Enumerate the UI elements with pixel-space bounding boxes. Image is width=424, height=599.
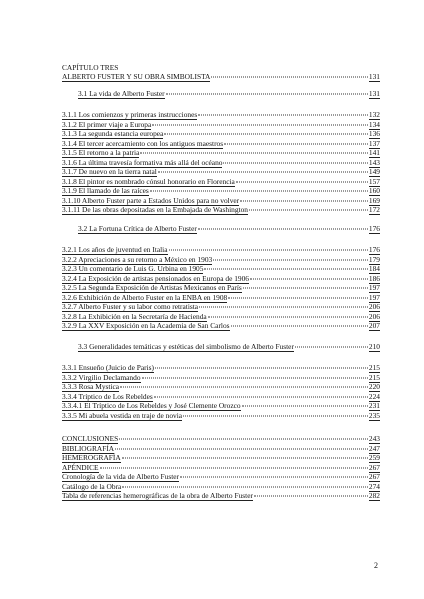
dot-leader <box>119 439 368 440</box>
toc-entry-title: 3.1.2 El primer viaje a Europa <box>62 119 152 129</box>
toc-entry-page: 220 <box>368 382 380 391</box>
dot-leader <box>158 172 368 173</box>
toc-item[interactable] <box>62 245 380 255</box>
toc-entry-page: 160 <box>368 186 380 195</box>
toc-entry-page: 259 <box>368 453 380 462</box>
dot-leader <box>152 124 368 125</box>
toc-entry-title: 3.1.4 El tercer acercamiento con los antiguos maestros <box>62 138 224 148</box>
dot-leader <box>228 297 368 298</box>
dot-leader <box>213 259 368 260</box>
toc-entry-page: 149 <box>368 167 380 176</box>
dot-leader <box>100 467 368 468</box>
toc-back-matter-item[interactable] <box>62 434 380 444</box>
dot-leader <box>242 406 368 407</box>
toc-back-matter-item[interactable] <box>62 463 380 473</box>
toc-entry-page: 215 <box>368 372 380 382</box>
toc-entry-page: 197 <box>368 283 380 292</box>
toc-item[interactable] <box>62 321 380 331</box>
toc-entry-page: 207 <box>368 321 380 330</box>
dot-leader <box>204 269 367 270</box>
toc-section-heading[interactable] <box>78 224 380 234</box>
toc-entry-title: 3.1.6 La última travesía formativa más allá del océano <box>62 157 223 167</box>
toc-entry-title: 3.2.2 Apreciaciones a su retorno a México en 1903 <box>62 254 213 264</box>
toc-entry-title: APÉNDICE <box>62 462 99 472</box>
toc-entry-title: Tabla de referencias hemerográficas de la obra de Alberto Fuster <box>62 491 253 500</box>
toc-section-heading[interactable] <box>78 342 380 352</box>
toc-entry-title: 3.1.11 De las obras depositadas en la Embajada de Washington <box>62 205 248 214</box>
toc-item[interactable] <box>62 205 380 215</box>
toc-entry-title: 3.2.6 Exhibición de Alberto Fuster en la ENBA en 1908 <box>62 292 228 302</box>
dot-leader <box>243 288 368 289</box>
toc-entry-page: 157 <box>368 176 380 186</box>
toc-item[interactable] <box>62 167 380 177</box>
toc-entry-page: 282 <box>368 491 380 500</box>
toc-entry-page: 247 <box>368 443 380 453</box>
toc-item[interactable] <box>62 382 380 392</box>
toc-entry-title: 3.2.7 Alberto Fuster y su labor como retratista <box>62 302 199 311</box>
toc-entry-page: 176 <box>368 245 380 254</box>
dot-leader <box>223 162 367 163</box>
toc-entry-title: BIBLIOGRAFÍA <box>62 443 115 453</box>
toc-entry-title: 3.3.1 Ensueño (Juicio de Paris) <box>62 363 154 372</box>
toc-item[interactable] <box>62 302 380 312</box>
toc-back-matter-item[interactable] <box>62 444 380 454</box>
dot-leader <box>122 486 368 487</box>
dot-leader <box>198 115 368 116</box>
toc-entry-page: 184 <box>368 264 380 273</box>
dot-leader <box>164 134 368 135</box>
dot-leader <box>295 347 368 348</box>
toc-item[interactable] <box>62 293 380 303</box>
dot-leader <box>231 326 368 327</box>
toc-entry-page: 210 <box>368 342 380 351</box>
dot-leader <box>140 153 368 154</box>
toc-entry-title: 3.3.4 Tríptico de Los Rebeldes <box>62 391 153 401</box>
dot-leader <box>208 316 368 317</box>
toc-chapter-title[interactable] <box>62 72 380 82</box>
toc-entry-page: 186 <box>368 273 380 283</box>
toc-entry-page: 235 <box>368 410 380 420</box>
toc-entry-page: 274 <box>368 481 380 491</box>
dot-leader <box>155 368 368 369</box>
toc-item[interactable] <box>62 255 380 265</box>
toc-item[interactable] <box>62 110 380 120</box>
toc-item[interactable] <box>62 264 380 274</box>
toc-item[interactable] <box>62 373 380 383</box>
toc-back-matter-item[interactable] <box>62 482 380 492</box>
toc-item[interactable] <box>62 363 380 373</box>
toc-entry-page: 267 <box>368 462 380 472</box>
toc-entry-title: 3.3 Generalidades temáticas y estéticas del simbolismo de Alberto Fuster <box>78 342 294 351</box>
toc-entry-title: 3.1.10 Alberto Fuster parte a Estados Unidos para no volver <box>62 195 240 205</box>
toc-entry-title: 3.3.3 Rosa Mystica <box>62 382 120 391</box>
toc-item[interactable] <box>62 401 380 411</box>
toc-entry-title: 3.2.9 La XXV Exposición en la Academia de San Carlos <box>62 321 230 330</box>
toc-back-matter-item[interactable] <box>62 453 380 463</box>
dot-leader <box>199 307 368 308</box>
toc-item[interactable] <box>62 411 380 421</box>
toc-entry-page: 224 <box>368 391 380 401</box>
toc-back-matter-item[interactable] <box>62 472 380 482</box>
dot-leader <box>240 200 368 201</box>
toc-entry-page: 136 <box>368 129 380 138</box>
toc-entry-title: ALBERTO FUSTER Y SU OBRA SIMBOLISTA <box>62 72 211 81</box>
toc-entry-title: 3.1.3 La segunda estancia europea <box>62 129 164 138</box>
toc-entry-title: Cronología de la vida de Alberto Fuster <box>62 472 179 481</box>
dot-leader <box>198 229 368 230</box>
dot-leader <box>224 143 368 144</box>
dot-leader <box>183 415 368 416</box>
toc-entry-title: 3.1.1 Los comienzos y primeras instrucciones <box>62 110 198 119</box>
toc-section-heading[interactable] <box>78 89 380 99</box>
dot-leader <box>249 210 368 211</box>
toc-item[interactable] <box>62 196 380 206</box>
toc-entry-page: 267 <box>368 472 380 481</box>
toc-entry-title: 3.2.1 Los años de juventud en Italia <box>62 245 168 254</box>
chapter-label: CAPÍTULO TRES <box>62 63 119 72</box>
toc-item[interactable] <box>62 129 380 139</box>
dot-leader <box>115 448 368 449</box>
toc-item[interactable] <box>62 283 380 293</box>
toc-entry-page: 197 <box>368 292 380 302</box>
toc-entry-page: 137 <box>368 138 380 148</box>
toc-back-matter-item[interactable] <box>62 491 380 501</box>
dot-leader <box>254 496 368 497</box>
toc-entry-title: 3.2.5 La Segunda Exposición de Artistas Mexicanos en París <box>62 283 242 292</box>
dot-leader <box>169 250 368 251</box>
toc-entry-page: 132 <box>368 110 380 119</box>
toc-item[interactable] <box>62 186 380 196</box>
toc-entry-title: 3.1.5 El retorno a la patria <box>62 148 140 157</box>
toc-entry-page: 206 <box>368 311 380 321</box>
toc-entry-title: 3.3.5 Mi abuela vestida en traje de novia <box>62 410 183 420</box>
toc-entry-page: 176 <box>368 224 380 233</box>
dot-leader <box>150 191 368 192</box>
toc-item[interactable] <box>62 392 380 402</box>
toc-entry-page: 206 <box>368 302 380 311</box>
dot-leader <box>122 458 368 459</box>
page-number: 2 <box>374 561 378 570</box>
toc-item[interactable] <box>62 158 380 168</box>
dot-leader <box>120 387 368 388</box>
toc-entry-title: 3.2.4 La Exposición de artistas pensionados en Europa de 1906 <box>62 273 249 283</box>
toc-entry-title: 3.3.2 Virgilio Declamando <box>62 372 141 382</box>
toc-entry-title: 3.2.8 La Exhibición en la Secretaría de Hacienda <box>62 311 207 321</box>
toc-entry-title: 3.1.7 De nuevo en la tierra natal <box>62 167 157 176</box>
toc-item[interactable] <box>62 148 380 158</box>
toc-entry-title: 3.1.8 El pintor es nombrado cónsul honorario en Florencia <box>62 176 235 186</box>
dot-leader <box>154 396 368 397</box>
dot-leader <box>142 377 368 378</box>
toc-entry-page: 215 <box>368 363 380 372</box>
toc-entry-page: 179 <box>368 254 380 264</box>
toc-item[interactable] <box>62 274 380 284</box>
toc-entry-title: 3.1 La vida de Alberto Fuster <box>78 89 165 98</box>
dot-leader <box>250 278 368 279</box>
toc-entry-page: 134 <box>368 119 380 129</box>
toc-entry-page: 243 <box>368 434 380 443</box>
toc-entry-page: 131 <box>368 72 380 81</box>
toc-entry-title: 3.2 La Fortuna Crítica de Alberto Fuster <box>78 224 197 233</box>
dot-leader <box>180 477 368 478</box>
toc-entry-title: 3.1.9 El llamado de las raíces <box>62 186 149 195</box>
dot-leader <box>211 77 368 78</box>
toc-entry-page: 169 <box>368 195 380 205</box>
toc-entry-page: 131 <box>368 89 380 98</box>
toc-entry-title: 3.2.3 Un comentario de Luis G. Urbina en 1905 <box>62 264 204 273</box>
toc-item[interactable] <box>62 177 380 187</box>
dot-leader <box>236 181 368 182</box>
toc-entry-page: 141 <box>368 148 380 157</box>
toc-item[interactable] <box>62 312 380 322</box>
toc-entry-page: 231 <box>368 401 380 410</box>
toc-entry-title: Catálogo de la Obra <box>62 481 122 491</box>
toc-entry-page: 143 <box>368 157 380 167</box>
toc-entry-title: HEMEROGRAFÍA <box>62 453 121 462</box>
dot-leader <box>166 94 368 95</box>
toc-entry-title: CONCLUSIONES <box>62 434 119 443</box>
toc-item[interactable] <box>62 139 380 149</box>
toc-item[interactable] <box>62 120 380 130</box>
toc-entry-page: 172 <box>368 205 380 214</box>
toc-entry-title: 3.3.4.1 El Tríptico de Los Rebeldes y José Clemente Orozco <box>62 401 241 410</box>
